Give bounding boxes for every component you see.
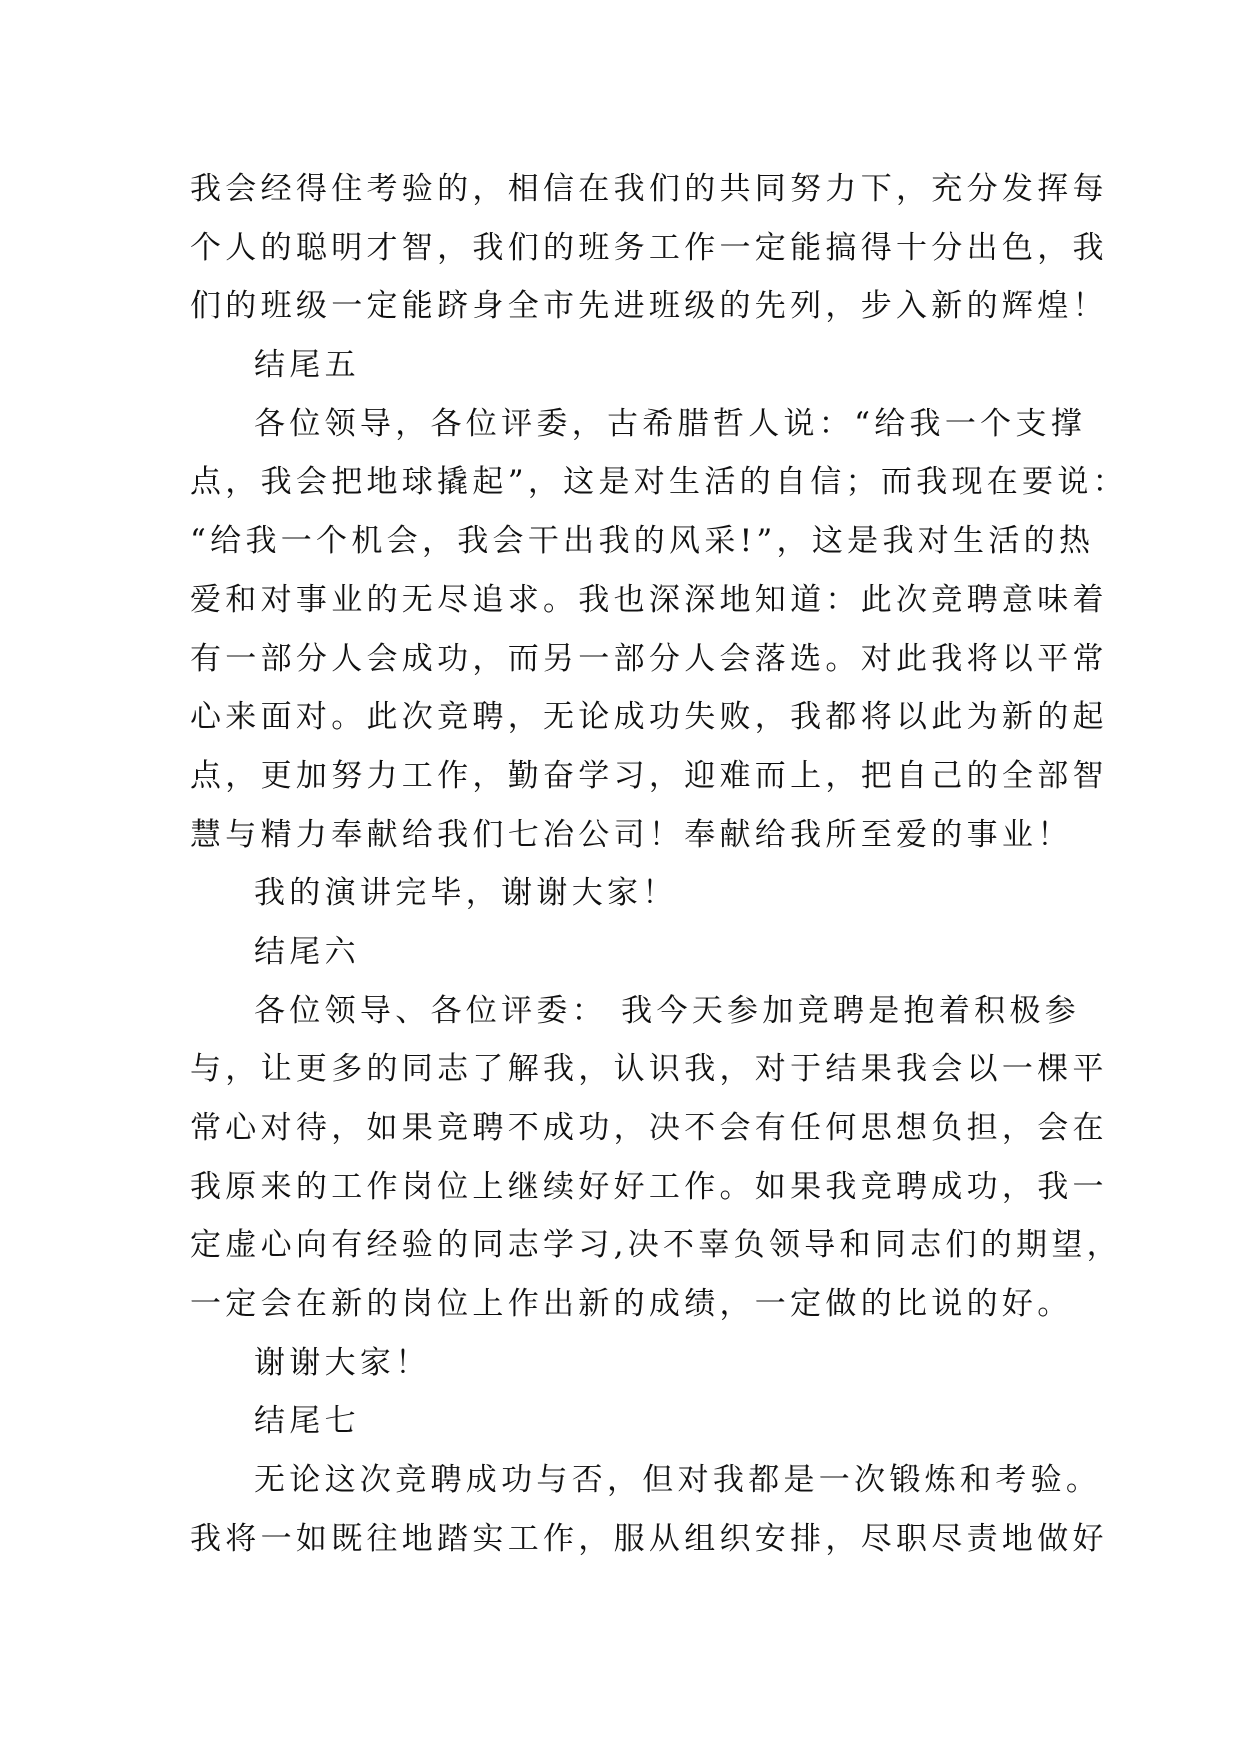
text-line: 爱和对事业的无尽追求。我也深深地知道：此次竞聘意味着 [190,581,1108,618]
text-line: 点，更加努力工作，勤奋学习，迎难而上，把自己的全部智 [190,757,1108,794]
text-line: 结尾六 [254,933,360,970]
text-line: 谢谢大家！ [254,1344,431,1381]
text-line: 心来面对。此次竞聘，无论成功失败，我都将以此为新的起 [190,699,1108,736]
text-line: 定虚心向有经验的同志学习,决不辜负领导和同志们的期望， [190,1227,1122,1264]
text-line: 常心对待，如果竞聘不成功，决不会有任何思想负担，会在 [190,1110,1108,1146]
text-line: 一定会在新的岗位上作出新的成绩，一定做的比说的好。 [190,1286,1073,1323]
text-line: 我会经得住考验的，相信在我们的共同努力下，充分发挥每 [190,171,1108,207]
text-line: 慧与精力奉献给我们七冶公司！奉献给我所至爱的事业！ [190,816,1073,853]
text-line: 有一部分人会成功，而另一部分人会落选。对此我将以平常 [190,640,1108,677]
text-line: 各位领导、各位评委： 我今天参加竞聘是抱着积极参 [254,992,1081,1029]
text-line: 与，让更多的同志了解我，认识我，对于结果我会以一棵平 [190,1051,1108,1088]
text-line: 我原来的工作岗位上继续好好工作。如果我竞聘成功，我一 [190,1168,1108,1205]
body-text [190,160,1128,1569]
text-line: 结尾五 [254,347,360,384]
text-line: 各位领导，各位评委，古希腊哲人说：“给我一个支撑 [254,405,1087,442]
text-line: 结尾七 [254,1403,360,1440]
text-line: 们的班级一定能跻身全市先进班级的先列，步入新的辉煌！ [190,288,1108,325]
text-line: 点，我会把地球撬起”，这是对生活的自信；而我现在要说： [190,464,1128,501]
text-line: 无论这次竞聘成功与否，但对我都是一次锻炼和考验。 [254,1462,1102,1499]
text-line: 我将一如既往地踏实工作，服从组织安排，尽职尽责地做好 [190,1520,1108,1557]
text-line: “给我一个机会，我会干出我的风采!”，这是我对生活的热 [190,523,1095,560]
text-line: 个人的聪明才智，我们的班务工作一定能搞得十分出色，我 [190,229,1108,266]
text-line: 我的演讲完毕，谢谢大家！ [254,875,678,912]
